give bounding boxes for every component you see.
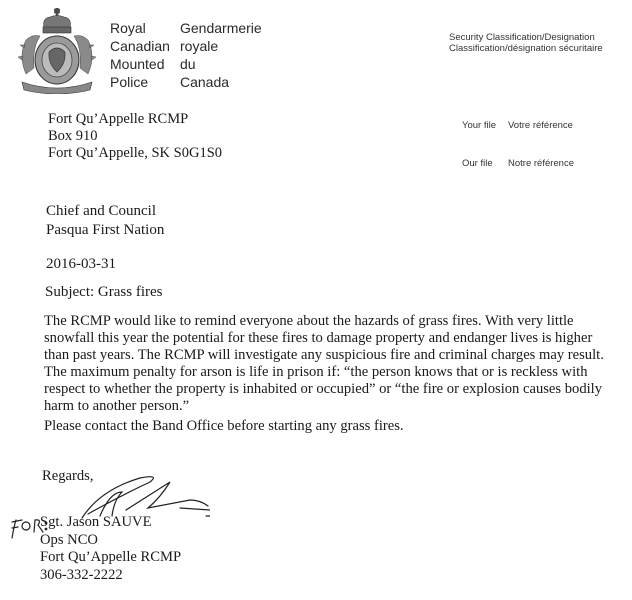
letterhead-line: Police [110, 74, 149, 90]
signer-name: Sgt. Jason SAUVE [40, 514, 152, 530]
subject-line: Subject: Grass fires [45, 284, 163, 300]
letterhead-line: Mounted [110, 56, 165, 72]
body-line: respect to whether the property is inhabited or occupied” or “the fire or explosion causes bodily [44, 381, 603, 397]
signer-title: Ops NCO [40, 531, 98, 548]
body-paragraph [44, 313, 604, 415]
letterhead-french-name [180, 19, 262, 91]
signer-block [40, 514, 181, 584]
notre-reference-label: Notre référence [508, 158, 575, 169]
body-line: The RCMP would like to remind everyone about the hazards of grass fires. With very little [44, 313, 574, 329]
security-classification [449, 32, 603, 54]
closing-paragraph: Please contact the Band Office before starting any grass fires. [44, 418, 404, 434]
letterhead-line: Gendarmerie [180, 20, 262, 36]
sender-address [48, 111, 222, 162]
recipient-line: Chief and Council [46, 203, 156, 219]
body-line: snowfall this year the potential for these fires to damage property and endanger lives is higher [44, 330, 593, 346]
letterhead-line: Canada [180, 74, 230, 90]
rcmp-crest-icon [16, 8, 98, 94]
body-line: harm to another person.” [44, 398, 190, 414]
our-file-label: Our file [462, 158, 493, 169]
letterhead-line: du [180, 56, 196, 72]
address-line: Fort Qu’Appelle RCMP [48, 111, 189, 127]
address-line: Fort Qu’Appelle, SK S0G1S0 [48, 145, 223, 161]
letter-date: 2016-03-31 [46, 256, 116, 272]
signer-detachment: Fort Qu’Appelle RCMP [40, 549, 182, 565]
letterhead-line: Canadian [110, 38, 170, 54]
security-classification-fr: Classification/désignation sécuritaire [449, 43, 603, 54]
address-line: Box 910 [48, 128, 98, 144]
body-line: The maximum penalty for arson is life in prison if: “the person knows that or is reckless with [44, 364, 588, 380]
regards-closing: Regards, [42, 468, 94, 484]
letterhead-line: Royal [110, 20, 146, 36]
recipient-address [46, 202, 164, 240]
letterhead-line: royale [180, 38, 219, 54]
letterhead-english-name [110, 19, 170, 91]
recipient-line: Pasqua First Nation [46, 222, 165, 238]
signer-phone: 306-332-2222 [40, 566, 123, 583]
body-line: than past years. The RCMP will investigate any suspicious fire and criminal charges may result. [44, 347, 604, 363]
your-file-label: Your file [462, 120, 496, 131]
votre-reference-label: Votre référence [508, 120, 573, 131]
security-classification-en: Security Classification/Designation [449, 32, 595, 43]
